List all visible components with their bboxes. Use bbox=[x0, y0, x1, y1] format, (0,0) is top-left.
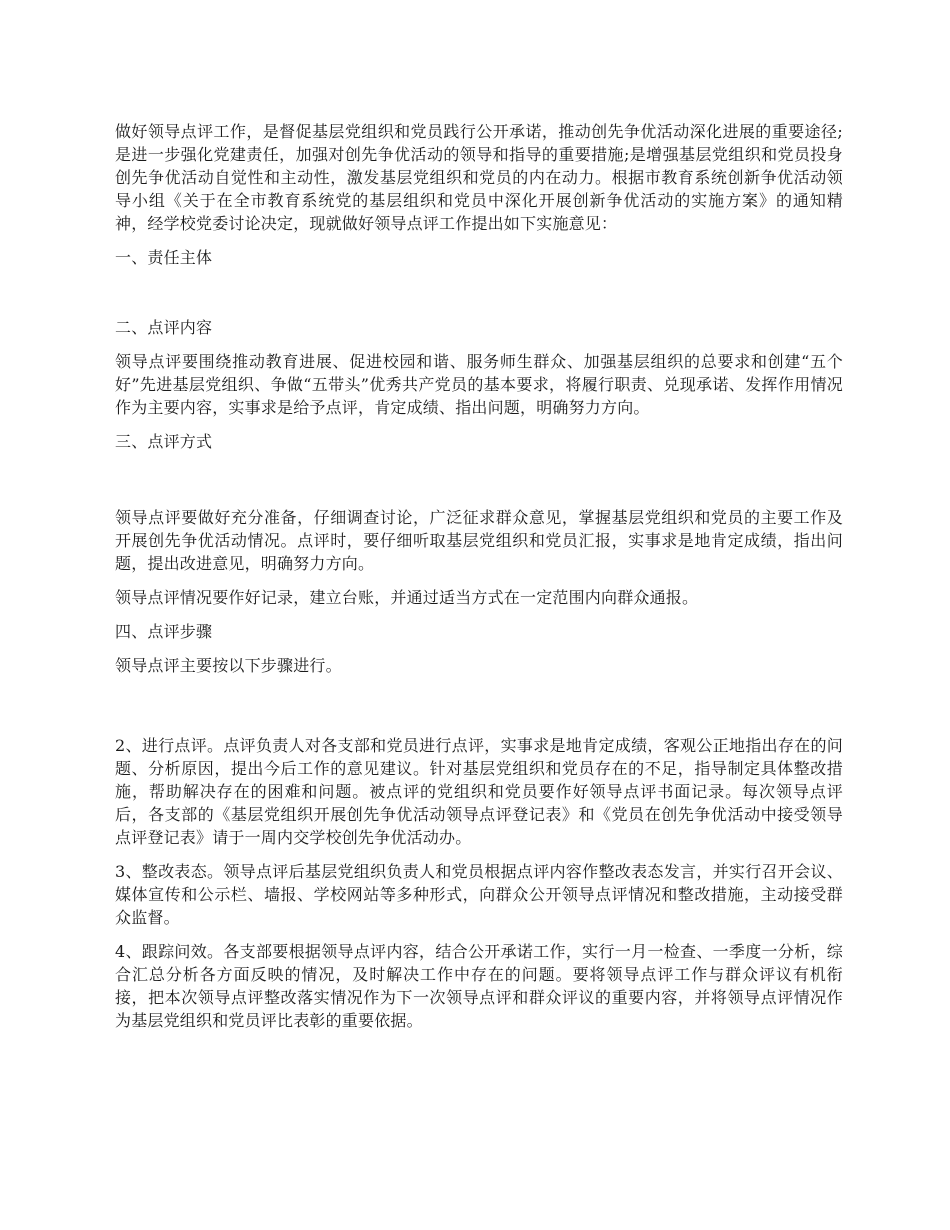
section-heading-3: 三、点评方式 bbox=[115, 432, 213, 451]
section-heading-4: 四、点评步骤 bbox=[115, 622, 213, 641]
spacer bbox=[115, 280, 843, 316]
content-paragraph: 领导点评要围绕推动教育进展、促进校园和谐、服务师生群众、加强基层组织的总要求和创建“五个好”先进基层党组织、争做“五带头”优秀共产党员的基本要求，将履行职责、兑现承诺、发挥作用情况作为主要内容，实事求是给予点评，肯定成绩、指出问题，明确努力方向。 bbox=[115, 352, 843, 417]
section-heading-1: 一、责任主体 bbox=[115, 248, 213, 267]
steps-intro-paragraph: 领导点评主要按以下步骤进行。 bbox=[115, 656, 342, 675]
method-paragraph-2: 领导点评情况要作好记录，建立台账，并通过适当方式在一定范围内向群众通报。 bbox=[115, 588, 699, 607]
step-4-paragraph: 4、跟踪问效。各支部要根据领导点评内容，结合公开承诺工作，实行一月一检查、一季度一分析，综合汇总分析各方面反映的情况，及时解决工作中存在的问题。要将领导点评工作与群众评议有机衔接，把本次领导点评整改落实情况作为下一次领导点评和群众评议的重要内容，并将领导点评情况作为基层党组织和党员评比表彰的重要依据。 bbox=[115, 942, 843, 1030]
step-2-paragraph: 2、进行点评。点评负责人对各支部和党员进行点评，实事求是地肯定成绩，客观公正地指出存在的问题、分析原因，提出今后工作的意见建议。针对基层党组织和党员存在的不足，指导制定具体整改措施，帮助解决存在的困难和问题。被点评的党组织和党员要作好领导点评书面记录。每次领导点评后，各支部的《基层党组织开展创先争优活动领导点评登记表》和《党员在创先争优活动中接受领导点评登记表》请于一周内交学校创先争优活动办。 bbox=[115, 736, 843, 847]
intro-paragraph: 做好领导点评工作，是督促基层党组织和党员践行公开承诺，推动创先争优活动深化进展的重要途径;是进一步强化党建责任，加强对创先争优活动的领导和指导的重要措施;是增强基层党组织和党员投身创先争优活动自觉性和主动性，激发基层党组织和党员的内在动力。根据市教育系统创新争优活动领导小组《关于在全市教育系统党的基层组织和党员中深化开展创新争优活动的实施方案》的通知精神，经学校党委讨论决定，现就做好领导点评工作提出如下实施意见： bbox=[115, 122, 843, 233]
method-paragraph-1: 领导点评要做好充分准备，仔细调查讨论，广泛征求群众意见，掌握基层党组织和党员的主要工作及开展创先争优活动情况。点评时，要仔细听取基层党组织和党员汇报，实事求是地肯定成绩，指出问题，提出改进意见，明确努力方向。 bbox=[115, 508, 843, 573]
step-3-paragraph: 3、整改表态。领导点评后基层党组织负责人和党员根据点评内容作整改表态发言，并实行召开会议、媒体宣传和公示栏、墙报、学校网站等多种形式，向群众公开领导点评情况和整改措施，主动接受群众监督。 bbox=[115, 862, 843, 927]
section-heading-2: 二、点评内容 bbox=[115, 318, 213, 337]
spacer bbox=[115, 464, 843, 506]
spacer bbox=[115, 688, 843, 734]
document-body bbox=[115, 120, 843, 1043]
